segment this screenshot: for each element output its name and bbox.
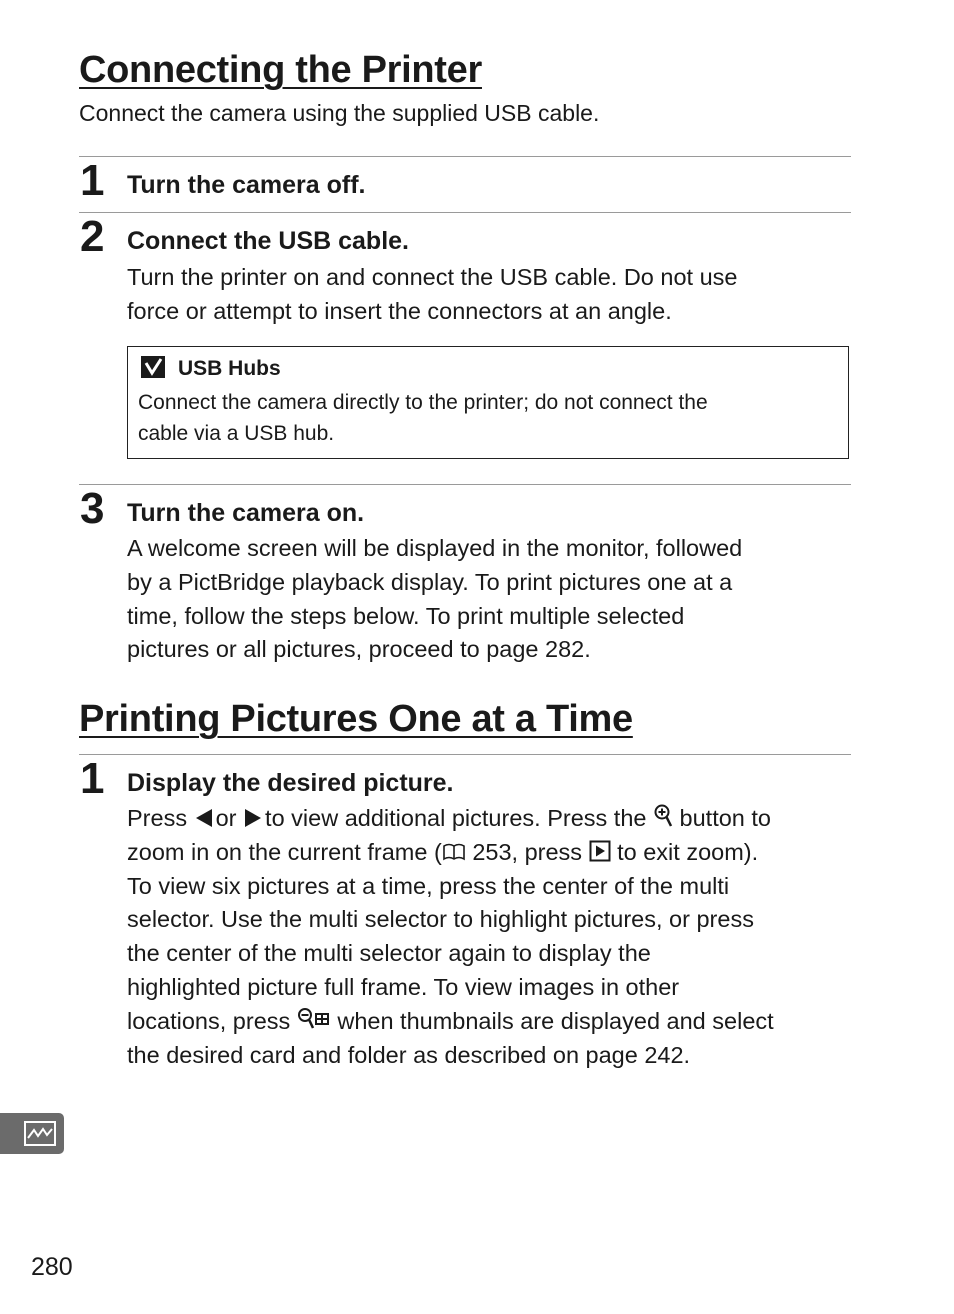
text-fragment: locations, press <box>127 1007 291 1034</box>
body-line: A welcome screen will be displayed in the monitor, followed <box>127 535 743 561</box>
body-line: To view six pictures at a time, press the center of the multi <box>127 872 730 899</box>
divider <box>79 212 851 213</box>
body-line: force or attempt to insert the connectors at an angle. <box>127 297 672 324</box>
body-line: Turn the printer on and connect the USB cable. Do not use <box>127 264 738 290</box>
body-line <box>127 802 774 836</box>
wave-icon <box>26 1123 54 1144</box>
connections-tab-icon <box>0 1113 64 1154</box>
step-number: 1 <box>80 156 105 205</box>
text-fragment: 253, press <box>472 838 583 865</box>
note-line: Connect the camera directly to the printer; do not connect the <box>138 391 708 414</box>
body-line: the desired card and folder as described on page 242. <box>127 1041 691 1068</box>
body-line: pictures or all pictures, proceed to page 282. <box>127 636 591 663</box>
text-fragment: Press <box>127 805 188 831</box>
section-title: Printing Pictures One at a Time <box>79 698 633 740</box>
step-title: Turn the camera off. <box>127 171 366 199</box>
text-fragment: to view additional pictures. Press the <box>265 805 647 831</box>
text-fragment: or <box>215 805 237 831</box>
body-line: time, follow the steps below. To print multiple selected <box>127 602 685 629</box>
body-line: by a PictBridge playback display. To print pictures one at a <box>127 568 733 595</box>
divider <box>79 754 851 755</box>
text-fragment: to exit zoom). <box>617 838 759 865</box>
check-icon <box>140 355 166 379</box>
step-number: 1 <box>80 754 105 803</box>
note-box <box>127 346 849 459</box>
playback-icon <box>589 840 611 862</box>
right-arrow-icon <box>245 809 261 827</box>
thumbnail-zoom-out-icon <box>297 1007 331 1031</box>
text-fragment: zoom in on the current frame ( <box>127 838 442 865</box>
divider <box>79 484 851 485</box>
page-title: Connecting the Printer <box>79 49 482 91</box>
page-number: 280 <box>31 1253 73 1281</box>
step-body <box>127 261 738 329</box>
body-line: selector. Use the multi selector to highlight pictures, or press <box>127 906 754 933</box>
step-title: Turn the camera on. <box>127 499 365 527</box>
note-body <box>138 387 708 449</box>
note-title: USB Hubs <box>178 357 281 380</box>
step-body <box>127 802 774 1072</box>
body-line <box>127 1005 774 1039</box>
step-number: 3 <box>80 484 105 533</box>
intro-text: Connect the camera using the supplied USB cable. <box>79 100 600 126</box>
book-icon <box>442 842 466 862</box>
tab-icon-frame <box>24 1121 56 1146</box>
step-number: 2 <box>80 212 105 261</box>
body-line: highlighted picture full frame. To view images in other <box>127 973 680 1000</box>
text-fragment: button to <box>679 805 771 831</box>
body-line <box>127 836 774 870</box>
step-title: Connect the USB cable. <box>127 227 409 255</box>
zoom-in-icon <box>653 804 673 828</box>
divider <box>79 156 851 157</box>
left-arrow-icon <box>196 809 212 827</box>
step-body <box>127 532 742 667</box>
step-title: Display the desired picture. <box>127 769 454 797</box>
text-fragment: when thumbnails are displayed and select <box>337 1007 774 1034</box>
note-line: cable via a USB hub. <box>138 422 335 445</box>
body-line: the center of the multi selector again to display the <box>127 940 651 967</box>
